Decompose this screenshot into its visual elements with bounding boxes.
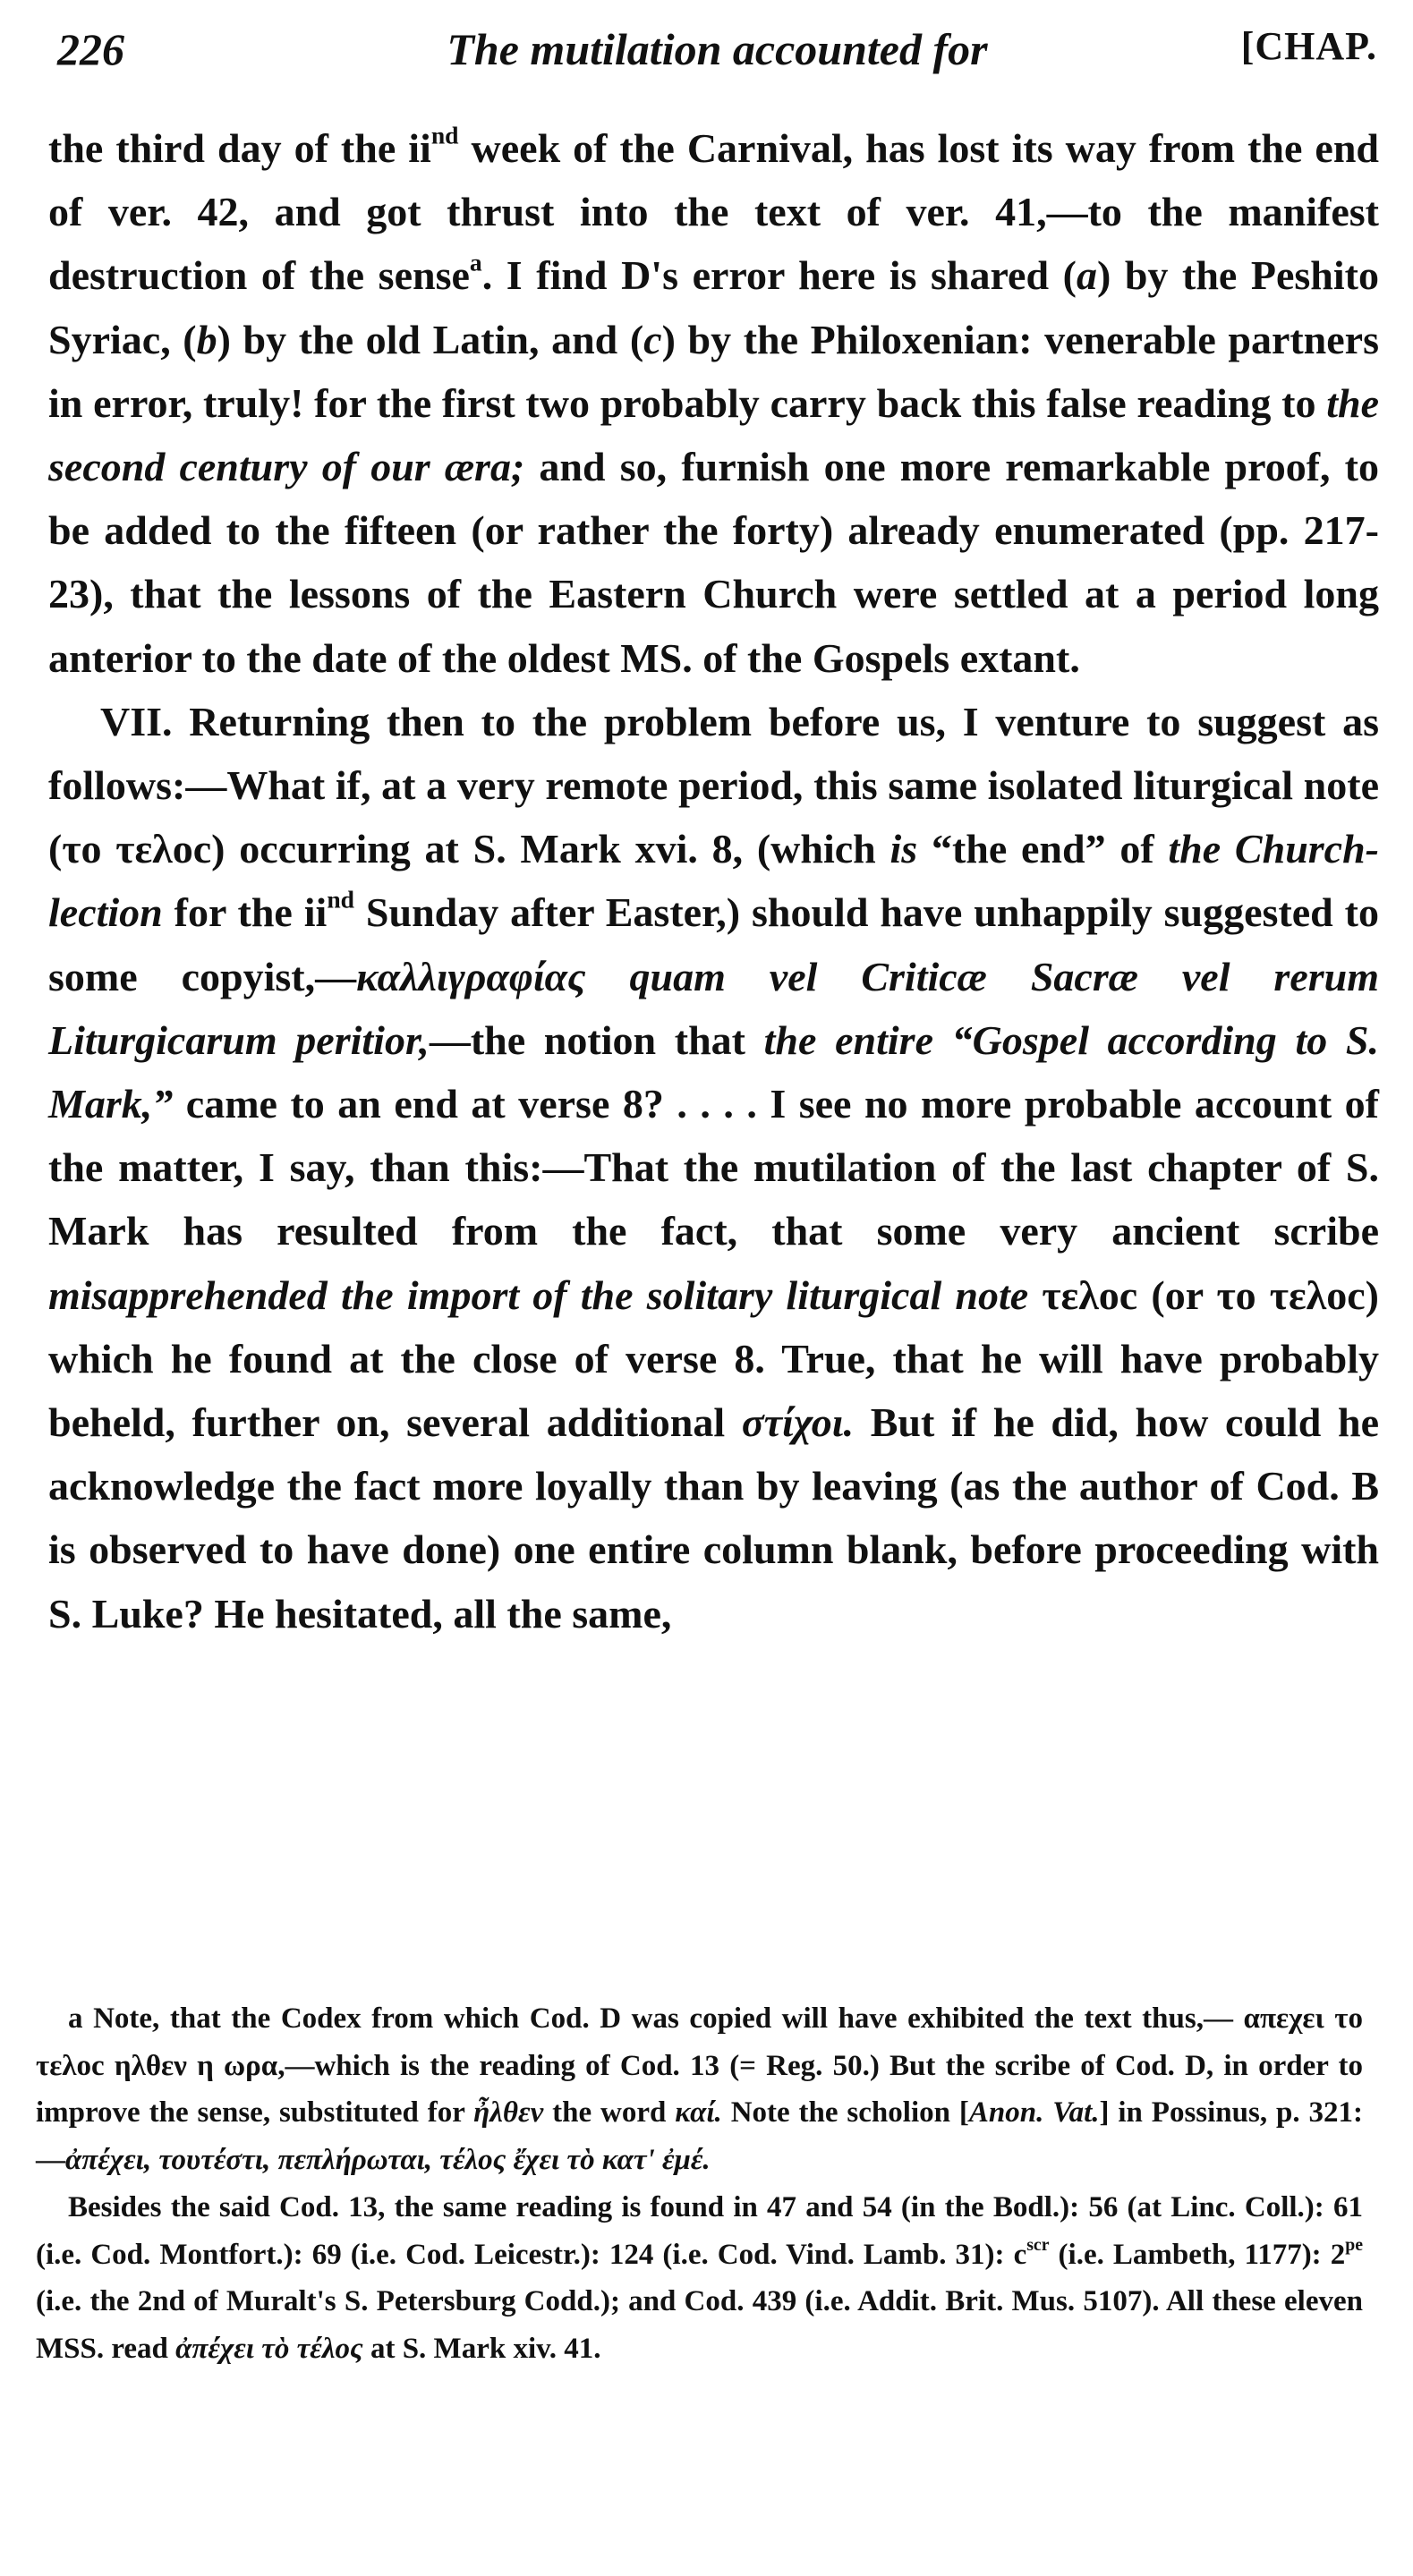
- footnote-marker: a: [469, 248, 482, 276]
- running-header: [57, 16, 1377, 79]
- chapter-mark: [CHAP.: [1240, 24, 1377, 68]
- page-number: 226: [57, 24, 124, 74]
- footnotes: [36, 1995, 1363, 2373]
- main-text: [48, 116, 1379, 1645]
- paragraph-continuation: the third day of the $ii^{nd}$ week of the Carnival, has lost its way from the end of ver. 42, and got thrust into the text of ver. 41,—to the manifest destruction of the sense$^a$. I find D's error here is shared (a) by the Peshito Syriac, (b) by the old Latin, and (c) by the Philoxenian: venerable partners in error, truly! for the first two probably carry back this false reading to the second century of our æra; and so, furnish one more remarkable proof, to be added to the fifteen (or rather the forty) already enumerated (pp. 217-23), that the lessons of the Eastern Church were settled at a period long anterior to the date of the oldest MS. of the Gospels extant.: [48, 121, 1379, 681]
- paragraph-section-vii: VII. Returning then to the problem before us, I venture to suggest as follows:—What if, at a very remote period, this same isolated liturgical note (τo τελoc) occurring at S. Mark xvi. 8, (which is “the end” of the Church-lection for the $ii^{nd}$ Sunday after Easter,) should have unhappily suggested to some copyist,—καλλιγραφίας quam vel Criticæ Sacræ vel rerum Liturgicarum peritior,—the notion that the entire “Gospel according to S. Mark,” came to an end at verse 8? . . . . I see no more probable account of the matter, I say, than this:—That the mutilation of the last chapter of S. Mark has resulted from the fact, that some very ancient scribe misapprehended the import of the solitary liturgical note τελoc (or τo τελoc) which he found at the close of verse 8. True, that he will have probably beheld, further on, several additional στίχοι. But if he did, how could he acknowledge the fact more loyally than by leaving (as the author of Cod. B is observed to have done) one entire column blank, before proceeding with S. Luke? He hesitated, all the same,: [48, 698, 1380, 1637]
- footnote-continuation: Besides the said Cod. 13, the same reading is found in 47 and 54 (in the Bodl.): 56 (at Linc. Coll.): 61 (i.e. Cod. Montfort.): 69 (i.e. Cod. Leicestr.): 124 (i.e. Cod. Vind. Lamb. 31): $c^{scr}$ (i.e. Lambeth, 1177): $2^{pe}$ (i.e. the 2nd of Muralt's S. Petersburg Codd.); and Cod. 439 (i.e. Addit. Brit. Mus. 5107). All these eleven MSS. read ἀπέχει τὸ τέλος at S. Mark xiv. 41.: [36, 2190, 1363, 2365]
- running-title: The mutilation accounted for: [447, 24, 988, 74]
- footnote-a: a Note, that the Codex from which Cod. D was copied will have exhibited the text thus,— απεχει τo τελoc ηλθεν η ωρα,—which is the reading of Cod. 13 (= Reg. 50.) But the scribe of Cod. D, in order to improve the sense, substituted for ἦλθεν the word καί. Note the scholion [Anon. Vat.] in Possinus, p. 321:—ἀπέχει, τουτέστι, πεπλήρωται, τέλος ἔχει τὸ κατ' ἐμέ.: [36, 2002, 1363, 2177]
